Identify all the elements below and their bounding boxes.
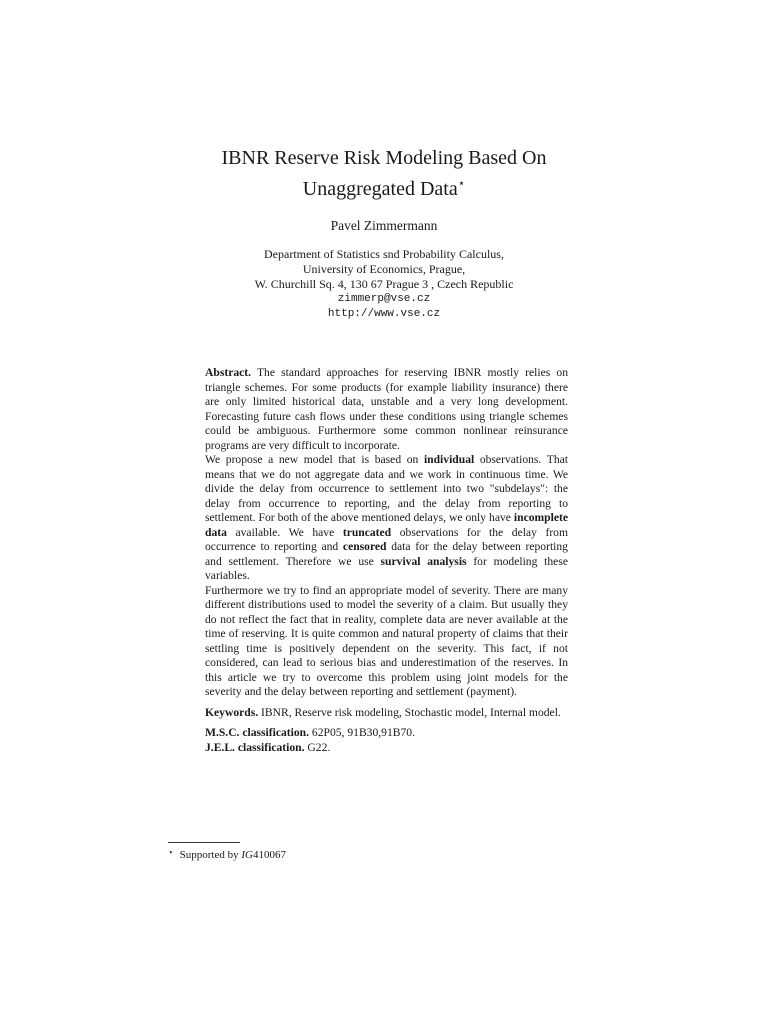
keyword-survival-analysis: survival analysis — [380, 554, 467, 568]
keywords-text: IBNR, Reserve risk modeling, Stochastic model, Internal model. — [261, 705, 561, 719]
msc-label: M.S.C. classification. — [205, 726, 310, 739]
footnote-grant-number: 410067 — [252, 849, 286, 861]
abstract-label: Abstract. — [205, 366, 252, 379]
abstract-text-1: The standard approaches for reserving IBNR mostly relies on triangle schemes. For some products (for example liability insurance) there are only limited historical data, unstable and a very long development. Forecasting future cash flows under these conditions using triangle schemes could be ambiguous. Furthermore some common nonlinear reinsurance programs are very difficult to incorporate. — [205, 366, 568, 452]
abstract-text-2b: observations. That means that we do not aggregate data and we work in continuous time. We divide the delay from occurrence to settlement into two "subdelays": the delay from occurrence to reporting, and the delay from reporting to settlement. For both of the above mentioned delays, we only have — [205, 453, 568, 524]
footnote-grant-italic: IG — [241, 849, 253, 861]
author-email: zimmerp@vse.cz — [337, 293, 431, 305]
abstract-paragraph-2 — [205, 453, 568, 584]
title-line-2: Unaggregated Data — [302, 178, 458, 200]
abstract-text-2d: observations for the delay from occurrence to reporting and — [205, 525, 568, 553]
affiliation-university: University of Economics, Prague, — [302, 262, 466, 276]
jel-label: J.E.L. classification. — [205, 740, 305, 754]
abstract-text-2c: available. We have — [226, 525, 343, 539]
footnote-text: Supported by — [179, 849, 242, 861]
keywords-label: Keywords. — [205, 705, 259, 719]
keywords-line — [205, 706, 568, 721]
abstract-paragraph-3: Furthermore we try to find an appropriate model of severity. There are many different distributions used to model the severity of a claim. But usually they do not reflect the fact that in reality, complete data are never available at the time of reserving. It is quite common and natural property of claims that their settling time is positively dependent on the severity. This fact, if not considered, can lead to serious bias and underestimation of the reserves. In this article we try to overcome this problem using joint models for the severity and the delay between reporting and settlement (payment). — [205, 583, 568, 698]
keyword-censored: censored — [342, 540, 387, 553]
jel-line — [205, 741, 568, 756]
abstract-paragraph-1 — [205, 366, 568, 453]
footnote-divider — [168, 842, 240, 843]
keyword-incomplete-data: incomplete data — [205, 511, 568, 539]
jel-text: G22. — [307, 740, 331, 754]
msc-line — [205, 726, 568, 741]
keyword-individual: individual — [423, 453, 475, 466]
abstract-text-2a: We propose a new model that is based on — [205, 453, 424, 466]
title-footnote-mark: ⋆ — [457, 176, 466, 190]
abstract-text-2f: for modeling these variables. — [205, 554, 568, 582]
keyword-truncated: truncated — [342, 525, 392, 539]
footnote — [168, 847, 286, 861]
abstract-text-2e: data for the delay between reporting and settlement. Therefore we use — [205, 540, 568, 568]
msc-text: 62P05, 91B30,91B70. — [311, 726, 415, 739]
author-name: Pavel Zimmermann — [330, 218, 438, 233]
affiliation-url: http://www.vse.cz — [327, 308, 441, 320]
paper-title — [150, 146, 618, 202]
abstract-section — [205, 366, 568, 755]
footnote-mark: ⋆ — [168, 847, 174, 857]
affiliation-block — [150, 247, 618, 322]
title-line-1: IBNR Reserve Risk Modeling Based On — [221, 147, 547, 169]
affiliation-address: W. Churchill Sq. 4, 130 67 Prague 3 , Czech Republic — [254, 277, 514, 291]
affiliation-department: Department of Statistics snd Probability Calculus, — [264, 247, 504, 261]
